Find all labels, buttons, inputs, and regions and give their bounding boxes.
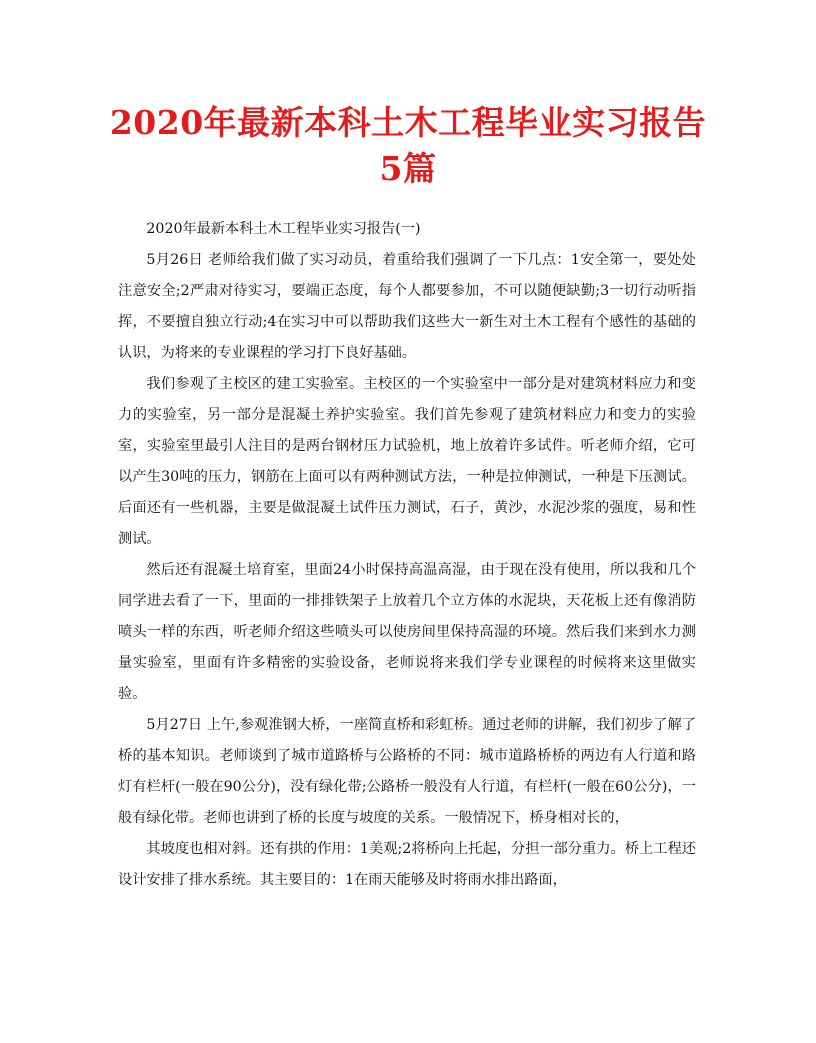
body-paragraph: 然后还有混凝土培育室，里面24小时保持高温高湿，由于现在没有使用，所以我和几个同学进去看了一下，里面的一排排铁架子上放着几个立方体的水泥块，天花板上还有像消防喷头一样的东西，听老师介绍这些喷头可以使房间里保持高湿的环境。然后我们来到水力测量实验室，里面有许多精密的实验设备，老师说将来我们学专业课程的时候将来这里做实验。 bbox=[118, 562, 696, 702]
subtitle-paragraph: 2020年最新本科土木工程毕业实习报告(一) bbox=[146, 221, 421, 237]
title-line-1: 2020年最新本科土木工程毕业实习报告 bbox=[109, 103, 707, 142]
body-paragraph: 我们参观了主校区的建工实验室。主校区的一个实验室中一部分是对建筑材料应力和变力的实验室，另一部分是混凝土养护实验室。我们首先参观了建筑材料应力和变力的实验室，实验室里最引人注目的是两台钢材压力试验机，地上放着许多试件。听老师介绍，它可以产生30吨的压力，钢筋在上面可以有两种测试方法，一种是拉伸测试，一种是下压测试。后面还有一些机器，主要是做混凝土试件压力测试，石子，黄沙，水泥沙浆的强度，易和性测试。 bbox=[118, 376, 696, 547]
body-paragraph: 5月27日 上午,参观淮钢大桥，一座简直桥和彩虹桥。通过老师的讲解，我们初步了解了桥的基本知识。老师谈到了城市道路桥与公路桥的不同：城市道路桥桥的两边有人行道和路灯有栏杆(一般在90公分)，没有绿化带;公路桥一般没有人行道，有栏杆(一般在60公分)，一般有绿化带。老师也讲到了桥的长度与坡度的关系。一般情况下，桥身相对长的， bbox=[118, 717, 696, 826]
title-line-2: 5篇 bbox=[379, 149, 437, 188]
body-paragraph: 其坡度也相对斜。还有拱的作用：1美观;2将桥向上托起，分担一部分重力。桥上工程还设计安排了排水系统。其主要目的：1在雨天能够及时将雨水排出路面， bbox=[118, 841, 696, 888]
document-title bbox=[90, 100, 726, 192]
body-paragraph: 5月26日 老师给我们做了实习动员，着重给我们强调了一下几点：1安全第一，要处处注意安全;2严肃对待实习，要端正态度，每个人都要参加，不可以随便缺勤;3一切行动听指挥，不要擅自独立行动;4在实习中可以帮助我们这些大一新生对土木工程有个感性的基础的认识，为将来的专业课程的学习打下良好基础。 bbox=[118, 252, 696, 361]
document-body bbox=[118, 214, 696, 896]
